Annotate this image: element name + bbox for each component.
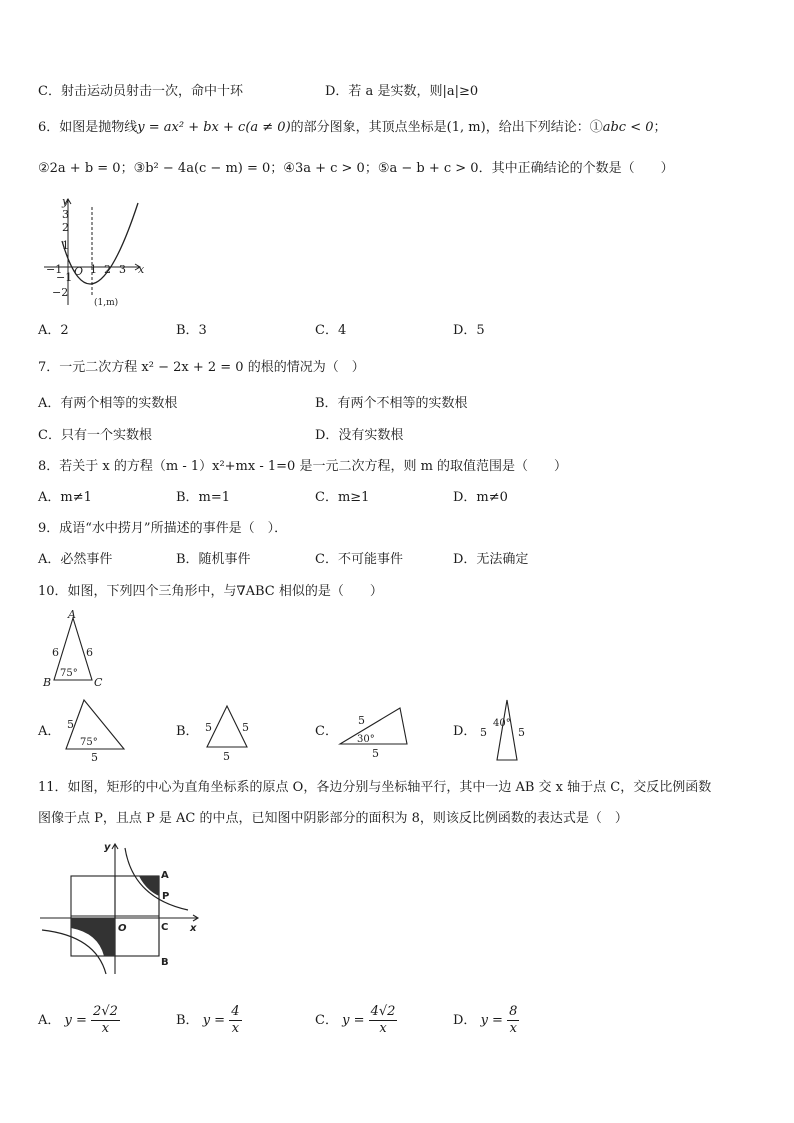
q6-stem-e: ，给出下列结论：① [485,120,603,135]
q11-b-num: 4 [231,1004,240,1019]
q10-b-side3: 5 [223,750,230,763]
q6-ytick-2: 2 [62,221,69,234]
q11-rectangle-graph [38,838,208,978]
q11-c-fraction [369,1004,398,1037]
q11-option-b [176,1004,242,1037]
q11-a-den: x [101,1021,110,1036]
q8-option-c: C．m≥1 [315,490,370,505]
q11-a-num: 2√2 [93,1004,118,1019]
q11-b-lhs: y = [202,1013,226,1028]
q10-d-shape [497,700,517,760]
q10-b-shape [207,706,247,747]
q7-option-a: A．有两个相等的实数根 [38,396,178,411]
q10-ref-vertex-a: A [68,608,76,621]
q11-option-d [453,1004,519,1037]
q11-point-p: P [162,891,170,902]
q6-stem-c: 的部分图象，其顶点坐标是 [290,120,447,135]
q8-stem: 8．若关于 x 的方程（m - 1）x²+mx - 1=0 是一元二次方程，则 m 的取值范围是（ ） [38,459,568,474]
q10-option-c-triangle [335,700,415,760]
q11-a-fraction [91,1004,120,1037]
q11-d-lhs: y = [480,1013,503,1028]
q6-vertex-label: (1,m) [94,298,119,308]
q10-b-side1: 5 [205,721,212,734]
q6-option-b: B．3 [176,323,207,338]
q6-option-d: D．5 [453,323,485,338]
q11-point-c: C [161,922,169,933]
q6-ytick-3: 3 [62,208,69,221]
q10-c-side1: 5 [358,714,365,727]
q6-xtick-neg1: −1 [46,263,63,276]
q11-c-letter: C． [315,1013,338,1028]
q11-y-label: y [104,842,111,853]
q10-option-b-letter: B． [176,724,199,739]
q10-a-side1: 5 [67,718,74,731]
q8-option-d: D．m≠0 [453,490,508,505]
q10-option-a-triangle [60,694,130,764]
q6-ytick-neg2: −2 [52,286,69,299]
q11-d-den: x [509,1021,517,1036]
q11-stem-line2: 图像于点 P，且点 P 是 AC 的中点，已知图中阴影部分的面积为 8，则该反比例函数的表达式是（ ） [38,811,628,826]
q8-option-b: B．m=1 [176,490,231,505]
q10-b-side2: 5 [242,721,249,734]
q7-stem: 7．一元二次方程 x² − 2x + 2 = 0 的根的情况为（ ） [38,360,365,375]
q10-option-d-triangle [474,696,534,766]
q5-option-d: D．若 a 是实数，则|a|≥0 [325,84,479,99]
q6-stem-line2: ②2a + b = 0；③b² − 4a(c − m) = 0；④3a + c > 0；⑤a − b + c > 0．其中正确结论的个数是（ ） [38,161,674,176]
q11-c-den: x [379,1021,387,1036]
q6-vertex: (1, m) [446,120,486,135]
q10-option-c-letter: C． [315,724,338,739]
q6-option-a: A．2 [38,323,69,338]
q8-option-a: A．m≠1 [38,490,92,505]
q11-c-lhs: y = [342,1013,365,1028]
q11-c-num: 4√2 [370,1004,396,1019]
q10-ref-vertex-c: C [94,676,103,688]
q11-point-a: A [161,870,169,881]
q10-ref-side-left: 6 [52,646,59,659]
q6-parabola-eq: y = ax² + bx + c(a ≠ 0) [137,120,291,135]
q10-a-side2: 5 [91,751,98,764]
q11-a-lhs: y = [64,1013,87,1028]
q9-option-d: D．无法确定 [453,552,529,567]
q10-ref-side-right: 6 [86,646,93,659]
q6-ytick-1: 1 [62,239,69,252]
q6-origin-label: O [74,265,84,278]
q11-d-letter: D． [453,1013,477,1028]
q6-parabola-graph [40,193,160,311]
q6-stem-g: ； [653,120,667,135]
q9-option-c: C．不可能事件 [315,552,403,567]
q10-d-angle: 40° [493,718,511,729]
q10-option-a-letter: A． [38,724,61,739]
q6-xtick-2: 2 [104,263,111,276]
q6-xtick-1: 1 [90,263,97,276]
q11-b-letter: B． [176,1013,199,1028]
q7-option-d: D．没有实数根 [315,428,404,443]
q10-c-side2: 5 [372,747,379,760]
q9-option-b: B．随机事件 [176,552,251,567]
q10-option-d-letter: D． [453,724,477,739]
q10-ref-vertex-b: B [43,676,52,688]
q5-option-c: C．射击运动员射击一次，命中十环 [38,84,243,99]
q11-b-fraction [229,1004,241,1037]
q11-a-letter: A． [38,1013,61,1028]
q11-d-num: 8 [509,1004,518,1019]
q11-option-c [315,1004,397,1037]
q7-option-b: B．有两个不相等的实数根 [315,396,468,411]
q10-ref-angle: 75° [60,668,78,679]
q11-d-fraction [507,1004,519,1037]
q6-x-label: x [138,263,145,276]
q6-ytick-neg1: −1 [56,271,73,284]
q11-x-label: x [190,923,197,934]
q6-xtick-3: 3 [119,263,126,276]
q10-d-side2: 5 [518,726,525,739]
q11-origin-label: O [118,923,127,934]
q10-a-angle: 75° [80,737,98,748]
q11-option-a [38,1004,120,1037]
q11-b-den: x [231,1021,240,1036]
q11-point-b: B [161,957,169,968]
q10-d-side1: 5 [480,726,487,739]
q9-stem: 9．成语“水中捞月”所描述的事件是（ ）． [38,521,288,536]
q6-stem-line1 [38,119,667,137]
q9-option-a: A．必然事件 [38,552,113,567]
q11-stem-line1: 11．如图，矩形的中心为直角坐标系的原点 O，各边分别与坐标轴平行，其中一边 AB 交 x 轴于点 C，交反比例函数 [38,780,712,795]
q6-option-c: C．4 [315,323,347,338]
q10-c-angle: 30° [357,734,375,745]
q7-option-c: C．只有一个实数根 [38,428,152,443]
q6-y-label: y [62,195,69,208]
q10-stem: 10．如图，下列四个三角形中，与∇ABC 相似的是（ ） [38,584,383,599]
q6-stem-a: 6．如图是抛物线 [38,120,138,135]
q6-abc: abc < 0 [602,120,654,135]
q10-option-b-triangle [200,700,260,764]
q10-reference-triangle [40,608,110,688]
